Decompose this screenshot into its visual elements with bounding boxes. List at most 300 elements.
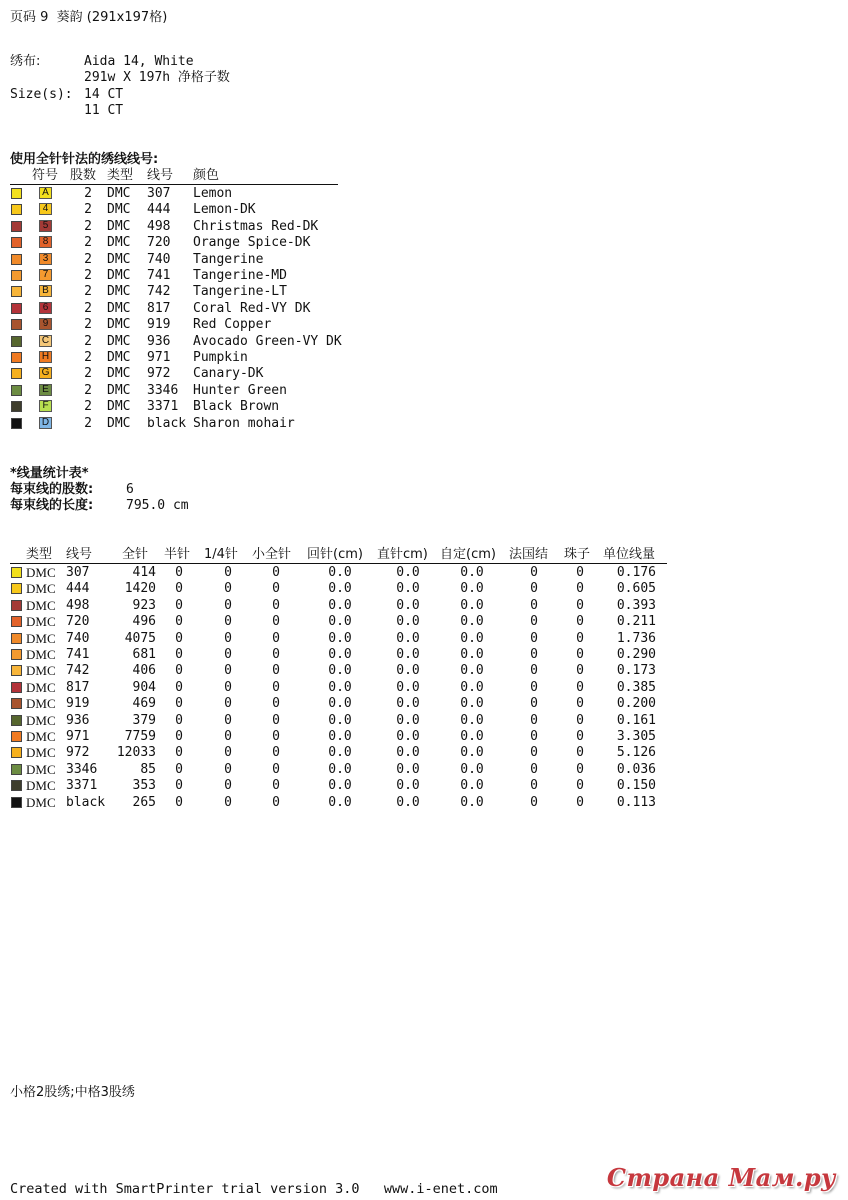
usage-header-type: 类型 — [26, 547, 53, 562]
thread-number: 3346 — [147, 382, 179, 398]
french-knots: 0 — [530, 745, 538, 761]
usage-header-bead: 珠子 — [564, 547, 591, 562]
quarter-stitches: 0 — [224, 794, 232, 810]
thread-type: DMC — [107, 268, 131, 283]
half-stitches: 0 — [175, 581, 183, 597]
strands: 2 — [84, 235, 92, 251]
color-swatch — [11, 204, 22, 215]
color-swatch — [11, 780, 22, 791]
color-name: Pumpkin — [193, 350, 248, 365]
half-stitches: 0 — [175, 679, 183, 695]
half-stitches: 0 — [175, 761, 183, 777]
thread-type: DMC — [107, 300, 131, 316]
backstitch-length: 0.0 — [328, 630, 352, 646]
half-stitches: 0 — [175, 565, 183, 580]
color-swatch — [11, 665, 22, 676]
straight-length: 0.0 — [396, 630, 420, 646]
beads: 0 — [576, 565, 584, 580]
french-knots: 0 — [530, 794, 538, 810]
chart-symbol: 4 — [39, 203, 52, 215]
strands-value: 6 — [126, 482, 134, 497]
thread-number: 936 — [66, 712, 90, 728]
usage-row — [0, 762, 848, 778]
thread-type: DMC — [26, 679, 56, 695]
petite-stitches: 0 — [272, 614, 280, 630]
custom-length: 0.0 — [460, 663, 484, 679]
petite-stitches: 0 — [272, 712, 280, 728]
usage-row — [0, 745, 848, 761]
usage-row — [0, 663, 848, 679]
backstitch-length: 0.0 — [328, 712, 352, 728]
full-stitches: 379 — [132, 712, 156, 728]
thread-type: DMC — [26, 794, 56, 810]
color-name: Red Copper — [193, 317, 272, 333]
usage-row — [0, 696, 848, 712]
usage-header-rule — [10, 563, 667, 564]
strands: 2 — [84, 202, 92, 218]
chart-symbol: B — [39, 285, 52, 297]
chart-symbol: 7 — [39, 269, 52, 281]
french-knots: 0 — [530, 679, 538, 695]
color-name: Sharon mohair — [193, 415, 295, 431]
quarter-stitches: 0 — [224, 679, 232, 695]
length-label: 每束线的长度: — [10, 498, 94, 513]
thread-type: DMC — [107, 186, 131, 201]
quarter-stitches: 0 — [224, 581, 232, 597]
full-stitches: 406 — [132, 663, 156, 679]
backstitch-length: 0.0 — [328, 794, 352, 810]
legend-row — [0, 334, 848, 350]
french-knots: 0 — [530, 761, 538, 777]
sizes-label: Size(s): — [10, 87, 73, 102]
custom-length: 0.0 — [460, 565, 484, 580]
thread-type: DMC — [107, 382, 131, 398]
footer-credit: Created with SmartPrinter trial version 3.0 www.i-enet.com — [10, 1181, 498, 1197]
thread-type: DMC — [107, 284, 131, 300]
size-11ct: 11 CT — [84, 103, 124, 118]
quarter-stitches: 0 — [224, 614, 232, 630]
petite-stitches: 0 — [272, 778, 280, 794]
custom-length: 0.0 — [460, 581, 484, 597]
half-stitches: 0 — [175, 597, 183, 613]
full-stitches: 469 — [132, 696, 156, 712]
custom-length: 0.0 — [460, 778, 484, 794]
full-stitches: 496 — [132, 614, 156, 630]
skein-amount: 0.200 — [616, 696, 656, 712]
chart-symbol: C — [39, 335, 52, 347]
thread-number: 740 — [66, 630, 90, 646]
color-swatch — [11, 764, 22, 775]
backstitch-length: 0.0 — [328, 761, 352, 777]
color-swatch — [11, 797, 22, 808]
legend-header-type: 类型 — [107, 168, 134, 183]
usage-row — [0, 795, 848, 811]
beads: 0 — [576, 614, 584, 630]
thread-number: 444 — [147, 202, 171, 218]
french-knots: 0 — [530, 597, 538, 613]
strands: 2 — [84, 284, 92, 300]
thread-type: DMC — [107, 251, 131, 267]
thread-type: DMC — [26, 581, 56, 597]
thread-type: DMC — [26, 696, 56, 712]
french-knots: 0 — [530, 630, 538, 646]
color-name: Christmas Red-DK — [193, 218, 319, 234]
chart-symbol: 5 — [39, 220, 52, 232]
thread-type: DMC — [26, 647, 56, 662]
full-stitches: 414 — [132, 565, 156, 580]
site-watermark: Страна Мам.ру — [606, 1163, 836, 1192]
full-stitches: 681 — [132, 647, 156, 662]
thread-number: black — [66, 794, 106, 810]
thread-number: 720 — [66, 614, 90, 630]
petite-stitches: 0 — [272, 647, 280, 662]
beads: 0 — [576, 794, 584, 810]
custom-length: 0.0 — [460, 679, 484, 695]
usage-header-knot: 法国结 — [509, 547, 549, 562]
skein-amount: 0.161 — [616, 712, 656, 728]
strands: 2 — [84, 218, 92, 234]
custom-length: 0.0 — [460, 597, 484, 613]
quarter-stitches: 0 — [224, 647, 232, 662]
quarter-stitches: 0 — [224, 597, 232, 613]
strands: 2 — [84, 382, 92, 398]
french-knots: 0 — [530, 729, 538, 744]
petite-stitches: 0 — [272, 729, 280, 744]
usage-row — [0, 614, 848, 630]
french-knots: 0 — [530, 647, 538, 662]
color-swatch — [11, 649, 22, 660]
thread-number: 498 — [66, 597, 90, 613]
backstitch-length: 0.0 — [328, 679, 352, 695]
straight-length: 0.0 — [396, 778, 420, 794]
usage-header-half: 半针 — [164, 547, 191, 562]
color-swatch — [11, 237, 22, 248]
full-stitches: 12033 — [116, 745, 156, 761]
usage-row — [0, 565, 848, 581]
straight-length: 0.0 — [396, 712, 420, 728]
skein-amount: 0.393 — [616, 597, 656, 613]
color-name: Hunter Green — [193, 382, 287, 398]
skein-amount: 5.126 — [616, 745, 656, 761]
page-header: 页码 9 葵韵 (291x197格) — [10, 10, 168, 25]
fabric-line1: Aida 14, White — [84, 54, 194, 69]
beads: 0 — [576, 761, 584, 777]
strands: 2 — [84, 366, 92, 382]
skein-amount: 0.211 — [616, 614, 656, 630]
skein-amount: 0.385 — [616, 679, 656, 695]
thread-number: 444 — [66, 581, 90, 597]
color-swatch — [11, 731, 22, 742]
color-swatch — [11, 567, 22, 578]
color-name: Tangerine — [193, 251, 264, 267]
legend-row — [0, 235, 848, 251]
petite-stitches: 0 — [272, 794, 280, 810]
half-stitches: 0 — [175, 647, 183, 662]
usage-row — [0, 680, 848, 696]
thread-number: 3346 — [66, 761, 98, 777]
legend-row — [0, 219, 848, 235]
backstitch-length: 0.0 — [328, 778, 352, 794]
beads: 0 — [576, 679, 584, 695]
custom-length: 0.0 — [460, 729, 484, 744]
legend-header-symbol: 符号 — [32, 168, 59, 183]
quarter-stitches: 0 — [224, 761, 232, 777]
fabric-line2: 291w X 197h 净格子数 — [84, 70, 230, 85]
half-stitches: 0 — [175, 794, 183, 810]
chart-symbol: D — [39, 417, 52, 429]
strands: 2 — [84, 251, 92, 267]
french-knots: 0 — [530, 696, 538, 712]
custom-length: 0.0 — [460, 614, 484, 630]
strands: 2 — [84, 300, 92, 316]
backstitch-length: 0.0 — [328, 745, 352, 761]
half-stitches: 0 — [175, 630, 183, 646]
petite-stitches: 0 — [272, 761, 280, 777]
french-knots: 0 — [530, 712, 538, 728]
chart-symbol: E — [39, 384, 52, 396]
half-stitches: 0 — [175, 712, 183, 728]
thread-type: DMC — [26, 565, 56, 580]
skein-amount: 0.605 — [616, 581, 656, 597]
usage-row — [0, 729, 848, 745]
custom-length: 0.0 — [460, 761, 484, 777]
usage-row — [0, 581, 848, 597]
color-name: Lemon-DK — [193, 202, 256, 218]
strands: 2 — [84, 415, 92, 431]
straight-length: 0.0 — [396, 745, 420, 761]
thread-number: 720 — [147, 235, 171, 251]
thread-number: 741 — [66, 647, 90, 662]
petite-stitches: 0 — [272, 663, 280, 679]
usage-row — [0, 631, 848, 647]
full-stitches: 904 — [132, 679, 156, 695]
backstitch-length: 0.0 — [328, 581, 352, 597]
chart-symbol: F — [39, 400, 52, 412]
thread-type: DMC — [107, 350, 131, 365]
beads: 0 — [576, 630, 584, 646]
thread-type: DMC — [107, 366, 131, 382]
quarter-stitches: 0 — [224, 729, 232, 744]
straight-length: 0.0 — [396, 647, 420, 662]
color-swatch — [11, 633, 22, 644]
thread-number: black — [147, 415, 187, 431]
backstitch-length: 0.0 — [328, 729, 352, 744]
usage-header-quarter: 1/4针 — [204, 547, 238, 562]
color-name: Avocado Green-VY DK — [193, 333, 342, 349]
skein-amount: 0.036 — [616, 761, 656, 777]
full-stitches: 353 — [132, 778, 156, 794]
usage-header-petite: 小全针 — [252, 547, 292, 562]
thread-type: DMC — [26, 729, 56, 744]
french-knots: 0 — [530, 778, 538, 794]
half-stitches: 0 — [175, 778, 183, 794]
legend-row — [0, 366, 848, 382]
length-value: 795.0 cm — [126, 498, 189, 513]
custom-length: 0.0 — [460, 712, 484, 728]
full-stitches: 7759 — [124, 729, 156, 744]
usage-row — [0, 778, 848, 794]
color-swatch — [11, 600, 22, 611]
size-14ct: 14 CT — [84, 87, 124, 102]
thread-type: DMC — [26, 663, 56, 679]
stitch-note: 小格2股绣;中格3股绣 — [10, 1085, 135, 1100]
usage-header-custom: 自定(cm) — [440, 547, 496, 562]
thread-type: DMC — [26, 630, 56, 646]
legend-row — [0, 416, 848, 432]
color-swatch — [11, 583, 22, 594]
half-stitches: 0 — [175, 696, 183, 712]
beads: 0 — [576, 647, 584, 662]
legend-row — [0, 399, 848, 415]
legend-row — [0, 301, 848, 317]
thread-type: DMC — [107, 317, 131, 333]
color-name: Coral Red-VY DK — [193, 300, 311, 316]
french-knots: 0 — [530, 663, 538, 679]
beads: 0 — [576, 712, 584, 728]
straight-length: 0.0 — [396, 614, 420, 630]
fabric-label: 绣布: — [10, 54, 41, 69]
thread-number: 741 — [147, 268, 171, 283]
color-swatch — [11, 319, 22, 330]
skein-amount: 0.173 — [616, 663, 656, 679]
thread-number: 498 — [147, 218, 171, 234]
backstitch-length: 0.0 — [328, 614, 352, 630]
straight-length: 0.0 — [396, 663, 420, 679]
color-swatch — [11, 336, 22, 347]
skein-amount: 0.150 — [616, 778, 656, 794]
straight-length: 0.0 — [396, 696, 420, 712]
legend-row — [0, 186, 848, 202]
thread-type: DMC — [107, 202, 131, 218]
thread-number: 742 — [66, 663, 90, 679]
legend-row — [0, 317, 848, 333]
legend-row — [0, 383, 848, 399]
color-swatch — [11, 270, 22, 281]
thread-type: DMC — [107, 218, 131, 234]
quarter-stitches: 0 — [224, 565, 232, 580]
backstitch-length: 0.0 — [328, 597, 352, 613]
chart-symbol: 6 — [39, 302, 52, 314]
thread-type: DMC — [107, 399, 131, 415]
color-swatch — [11, 221, 22, 232]
beads: 0 — [576, 597, 584, 613]
legend-header-color: 颜色 — [193, 168, 220, 183]
thread-number: 972 — [147, 366, 171, 382]
french-knots: 0 — [530, 581, 538, 597]
thread-type: DMC — [26, 597, 56, 613]
straight-length: 0.0 — [396, 729, 420, 744]
thread-type: DMC — [26, 761, 56, 777]
usage-header-back: 回针(cm) — [307, 547, 363, 562]
strands: 2 — [84, 186, 92, 201]
color-swatch — [11, 715, 22, 726]
color-name: Orange Spice-DK — [193, 235, 311, 251]
straight-length: 0.0 — [396, 565, 420, 580]
strands: 2 — [84, 399, 92, 415]
usage-header-full: 全针 — [122, 547, 149, 562]
color-swatch — [11, 747, 22, 758]
chart-symbol: 8 — [39, 236, 52, 248]
skein-amount: 0.290 — [616, 647, 656, 662]
full-stitches: 265 — [132, 794, 156, 810]
petite-stitches: 0 — [272, 745, 280, 761]
thread-number: 740 — [147, 251, 171, 267]
straight-length: 0.0 — [396, 794, 420, 810]
usage-header-straight: 直针cm) — [377, 547, 428, 562]
usage-header-skeins: 单位线量 — [603, 547, 656, 562]
color-name: Lemon — [193, 186, 233, 201]
color-swatch — [11, 385, 22, 396]
full-stitches: 4075 — [124, 630, 156, 646]
french-knots: 0 — [530, 565, 538, 580]
strands: 2 — [84, 333, 92, 349]
usage-header-number: 线号 — [66, 547, 93, 562]
thread-type: DMC — [107, 333, 131, 349]
beads: 0 — [576, 729, 584, 744]
thread-number: 307 — [147, 186, 171, 201]
half-stitches: 0 — [175, 745, 183, 761]
legend-header-strands: 股数 — [70, 168, 97, 183]
half-stitches: 0 — [175, 729, 183, 744]
thread-number: 742 — [147, 284, 171, 300]
quarter-stitches: 0 — [224, 745, 232, 761]
custom-length: 0.0 — [460, 630, 484, 646]
custom-length: 0.0 — [460, 647, 484, 662]
straight-length: 0.0 — [396, 761, 420, 777]
straight-length: 0.0 — [396, 581, 420, 597]
thread-number: 971 — [147, 350, 171, 365]
backstitch-length: 0.0 — [328, 647, 352, 662]
skein-amount: 0.113 — [616, 794, 656, 810]
french-knots: 0 — [530, 614, 538, 630]
color-swatch — [11, 188, 22, 199]
backstitch-length: 0.0 — [328, 565, 352, 580]
petite-stitches: 0 — [272, 679, 280, 695]
color-swatch — [11, 286, 22, 297]
color-swatch — [11, 254, 22, 265]
full-stitches: 1420 — [124, 581, 156, 597]
skein-amount: 3.305 — [616, 729, 656, 744]
thread-number: 919 — [147, 317, 171, 333]
custom-length: 0.0 — [460, 696, 484, 712]
petite-stitches: 0 — [272, 696, 280, 712]
legend-row — [0, 350, 848, 366]
chart-symbol: A — [39, 187, 52, 199]
straight-length: 0.0 — [396, 679, 420, 695]
color-name: Black Brown — [193, 399, 280, 415]
legend-header-number: 线号 — [147, 168, 174, 183]
backstitch-length: 0.0 — [328, 663, 352, 679]
thread-type: DMC — [107, 235, 131, 251]
custom-length: 0.0 — [460, 794, 484, 810]
beads: 0 — [576, 778, 584, 794]
color-swatch — [11, 368, 22, 379]
color-swatch — [11, 698, 22, 709]
thread-type: DMC — [26, 614, 56, 630]
legend-row — [0, 284, 848, 300]
strands: 2 — [84, 317, 92, 333]
skein-amount: 0.176 — [616, 565, 656, 580]
petite-stitches: 0 — [272, 630, 280, 646]
full-stitches: 85 — [140, 761, 156, 777]
color-swatch — [11, 303, 22, 314]
quarter-stitches: 0 — [224, 696, 232, 712]
beads: 0 — [576, 663, 584, 679]
petite-stitches: 0 — [272, 597, 280, 613]
thread-number: 817 — [66, 679, 90, 695]
legend-header-rule — [10, 184, 338, 185]
thread-number: 307 — [66, 565, 90, 580]
